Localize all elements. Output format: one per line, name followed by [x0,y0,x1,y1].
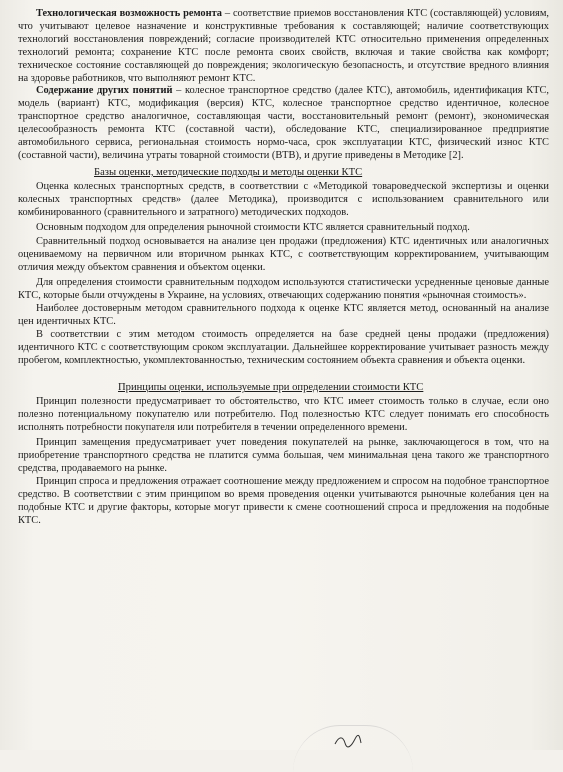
paragraph-repair-feasibility [18,8,549,85]
paragraph-other-concepts [18,85,549,162]
paragraph-supply-demand-principle: Принцип спроса и предложения отражает соотношение между предложением и спросом на подобное транспортное средство. В соответствии с этим принципом во время проведения оценки учитываются рыночные колебания цен на подобные КТС и другие факторы, которые могут привести к смене соотношений спроса и предложения на подобные КТС. [18,475,549,526]
definition-repair-feasibility: – соответствие приемов восстановления КТС (составляющей) условиям, что учитывают целевое назначение и конструктивные требования к составляющей; наличие соответствующих технологий восстановления повреждений; согласие производителей КТС относительно применения определенных технологий ремонта; сохранение КТС после ремонта своих свойств, включая и такие свойства как комфорт; техническое состояние составляющей до повреждения; экологическую безопасность, и отсутствие вредного влияния на здоровье работников, что выполняют ремонт КТС. [18,8,550,84]
section-heading-valuation-bases: Базы оценки, методические подходы и методы оценки КТС [94,166,363,178]
term-repair-feasibility: Технологическая возможность ремонта [36,8,223,19]
stamp-mark [293,725,413,772]
paragraph-substitution-principle: Принцип замещения предусматривает учет поведения покупателей на рынке, заключающегося в том, что на приобретение транспортного средства не платится сумма большая, чем минимальная цена такого же транспортного средства, продаваемого на рынке. [18,437,549,474]
paragraph-statistical-data: Для определения стоимости сравнительным подходом используются статистически усредненные ценовые данные КТС, которые были отчуждены в Украине, на условиях, отвечающих содержанию понятия «рыночная стоимость». [18,277,549,302]
paragraph-valuation-method: Оценка колесных транспортных средств, в соответствии с «Методикой товароведческой экспертизы и оценки колесных транспортных средств» (далее Методика), производится с использованием сравнительного или комбинированного (сравнительного и затратного) методических подходов. [18,180,549,218]
paragraph-utility-principle: Принцип полезности предусматривает то обстоятельство, что КТС имеет стоимость только в случае, если оно полезно потенциальному покупателю или потребителю. Под полезностью КТС следует понимать его способность исполнять потребности покупателя или потребителя в течении определенного времени. [18,396,549,434]
signature-mark [333,734,363,748]
paragraph-average-price: В соответствии с этим методом стоимость определяется на базе средней цены продажи (предложения) идентичного КТС с соответствующим сроком эксплуатации. Дальнейшее корректирование учитывает разность между пробегом, комплектностью, укомплектованностью, техническим состоянием объекта сравнения и объекта оценки. [18,328,549,366]
paragraph-comparative-approach: Сравнительный подход основывается на анализе цен продажи (предложения) КТС идентичных или аналогичных оцениваемому на первичном или вторичном рынках КТС, с соответствующим корректированием, учитывающим отличия между объектом сравнения и объектом оценки. [18,236,549,274]
section-heading-valuation-principles: Принципы оценки, используемые при определении стоимости КТС [118,382,424,394]
paragraph-main-approach: Основным подходом для определения рыночной стоимости КТС является сравнительный подход. [36,221,470,233]
term-other-concepts: Содержание других понятий [36,85,173,97]
definition-other-concepts: – колесное транспортное средство (далее КТС), автомобиль, идентификация КТС, модель (вариант) КТС, модификация (версия) КТС, колесное транспортное средство идентичное, колесное транспортное средство аналогичное, составляющая части, восстановительный ремонт (ремонт), экономическая целесообразность ремонта КТС (составной части), обследование КТС, специализированное предприятие автомобильного сервиса, региональная стоимость нормо-часа, срок эксплуатации КТС, физический износ КТС (составной части), величина утраты товарной стоимости (ВТВ), и другие приведены в Методике [2]. [18,85,549,161]
paragraph-reliable-method: Наиболее достоверным методом сравнительного подхода к оценке КТС является метод, основанный на анализе цен идентичных КТС. [18,302,549,327]
